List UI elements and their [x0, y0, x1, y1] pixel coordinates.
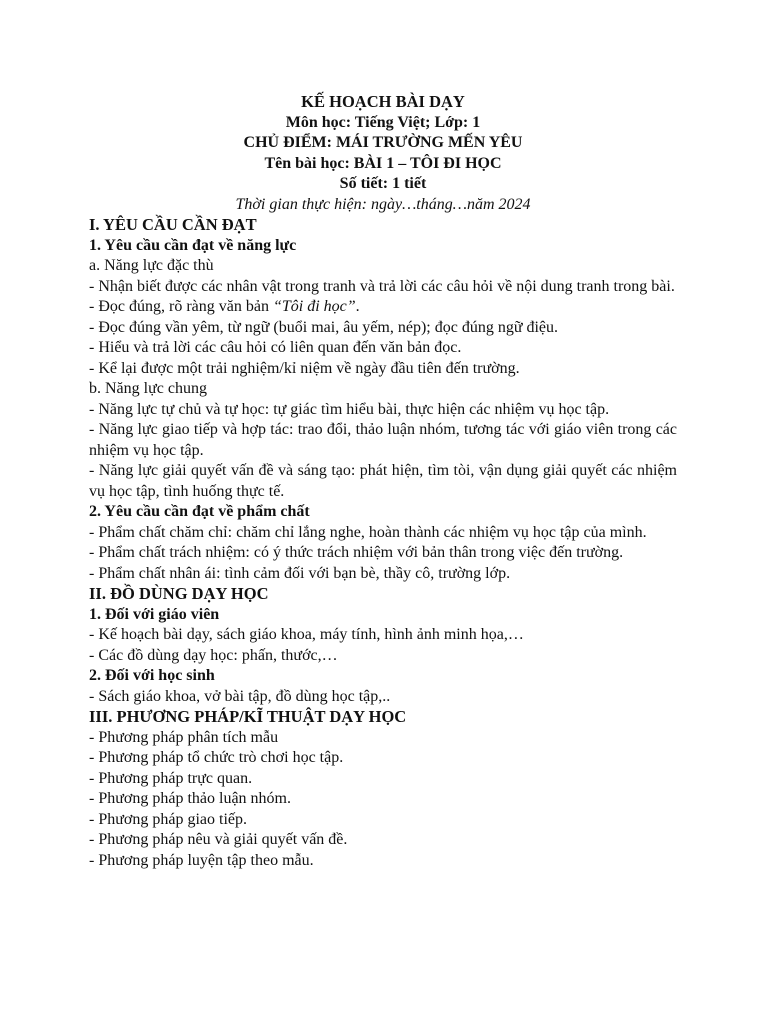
subsection-heading: 2. Yêu cầu cần đạt về phẩm chất — [89, 503, 310, 520]
paragraph: - Năng lực giải quyết vấn đề và sáng tạo: phát hiện, tìm tòi, vận dụng giải quyết các nhiệm vụ học tập, tình huống thực tế. — [89, 462, 677, 500]
paragraph: - Phẩm chất chăm chỉ: chăm chỉ lắng nghe, hoàn thành các nhiệm vụ học tập của mình. — [89, 523, 647, 541]
list-item: - Phương pháp tổ chức trò chơi học tập. — [89, 749, 344, 766]
list-item: - Phương pháp thảo luận nhóm. — [89, 790, 291, 807]
paragraph-label: b. Năng lực chung — [89, 380, 207, 397]
list-item: - Phương pháp nêu và giải quyết vấn đề. — [89, 831, 348, 848]
list-item: - Phương pháp trực quan. — [89, 769, 253, 787]
list-item: - Phương pháp phân tích mẫu — [89, 728, 279, 746]
lesson-line: Tên bài học: BÀI 1 – TÔI ĐI HỌC — [264, 154, 502, 172]
paragraph — [89, 297, 677, 318]
subsection-heading: 1. Yêu cầu cần đạt về năng lực — [89, 236, 297, 254]
section-heading: III. PHƯƠNG PHÁP/KĨ THUẬT DẠY HỌC — [89, 707, 407, 726]
paragraph: - Đọc đúng vần yêm, từ ngữ (buổi mai, âu yếm, nép); đọc đúng ngữ điệu. — [89, 318, 559, 336]
document-title: KẾ HOẠCH BÀI DẠY — [301, 92, 465, 111]
paragraph: - Kể lại được một trải nghiệm/kỉ niệm về ngày đầu tiên đến trường. — [89, 359, 520, 377]
list-item: - Phương pháp luyện tập theo mẫu. — [89, 851, 314, 869]
subsection-heading: 1. Đối với giáo viên — [89, 605, 220, 623]
periods-line: Số tiết: 1 tiết — [339, 175, 427, 192]
theme-line: CHỦ ĐIỂM: MÁI TRƯỜNG MẾN YÊU — [243, 134, 523, 151]
subsection-heading: 2. Đối với học sinh — [89, 667, 215, 684]
document-page — [89, 92, 677, 871]
paragraph: - Nhận biết được các nhân vật trong tranh và trả lời các câu hỏi về nội dung tranh trong bài. — [89, 277, 675, 295]
paragraph: - Năng lực giao tiếp và hợp tác: trao đổi, thảo luận nhóm, tương tác với giáo viên trong các nhiệm vụ học tập. — [89, 421, 677, 459]
paragraph-italic-text: “Tôi đi học” — [272, 298, 356, 315]
paragraph: - Năng lực tự chủ và tự học: tự giác tìm hiểu bài, thực hiện các nhiệm vụ học tập. — [89, 400, 610, 418]
subject-line: Môn học: Tiếng Việt; Lớp: 1 — [285, 113, 481, 131]
paragraph: - Sách giáo khoa, vở bài tập, đồ dùng học tập,.. — [89, 687, 391, 705]
paragraph-text: - Đọc đúng, rõ ràng văn bản — [89, 298, 273, 315]
paragraph: - Các đồ dùng dạy học: phấn, thước,… — [89, 646, 338, 664]
time-line: Thời gian thực hiện: ngày…tháng…năm 2024 — [235, 195, 531, 213]
paragraph: - Hiểu và trả lời các câu hỏi có liên quan đến văn bản đọc. — [89, 339, 462, 356]
paragraph-label: a. Năng lực đặc thù — [89, 257, 214, 274]
section-heading: I. YÊU CẦU CẦN ĐẠT — [89, 215, 257, 234]
paragraph-text: . — [355, 298, 360, 315]
section-heading: II. ĐỒ DÙNG DẠY HỌC — [89, 584, 269, 603]
paragraph: - Kế hoạch bài dạy, sách giáo khoa, máy tính, hình ảnh minh họa,… — [89, 626, 524, 643]
paragraph: - Phẩm chất nhân ái: tình cảm đối với bạn bè, thầy cô, trường lớp. — [89, 564, 511, 582]
list-item: - Phương pháp giao tiếp. — [89, 810, 247, 828]
paragraph: - Phẩm chất trách nhiệm: có ý thức trách nhiệm với bản thân trong việc đến trường. — [89, 544, 624, 561]
